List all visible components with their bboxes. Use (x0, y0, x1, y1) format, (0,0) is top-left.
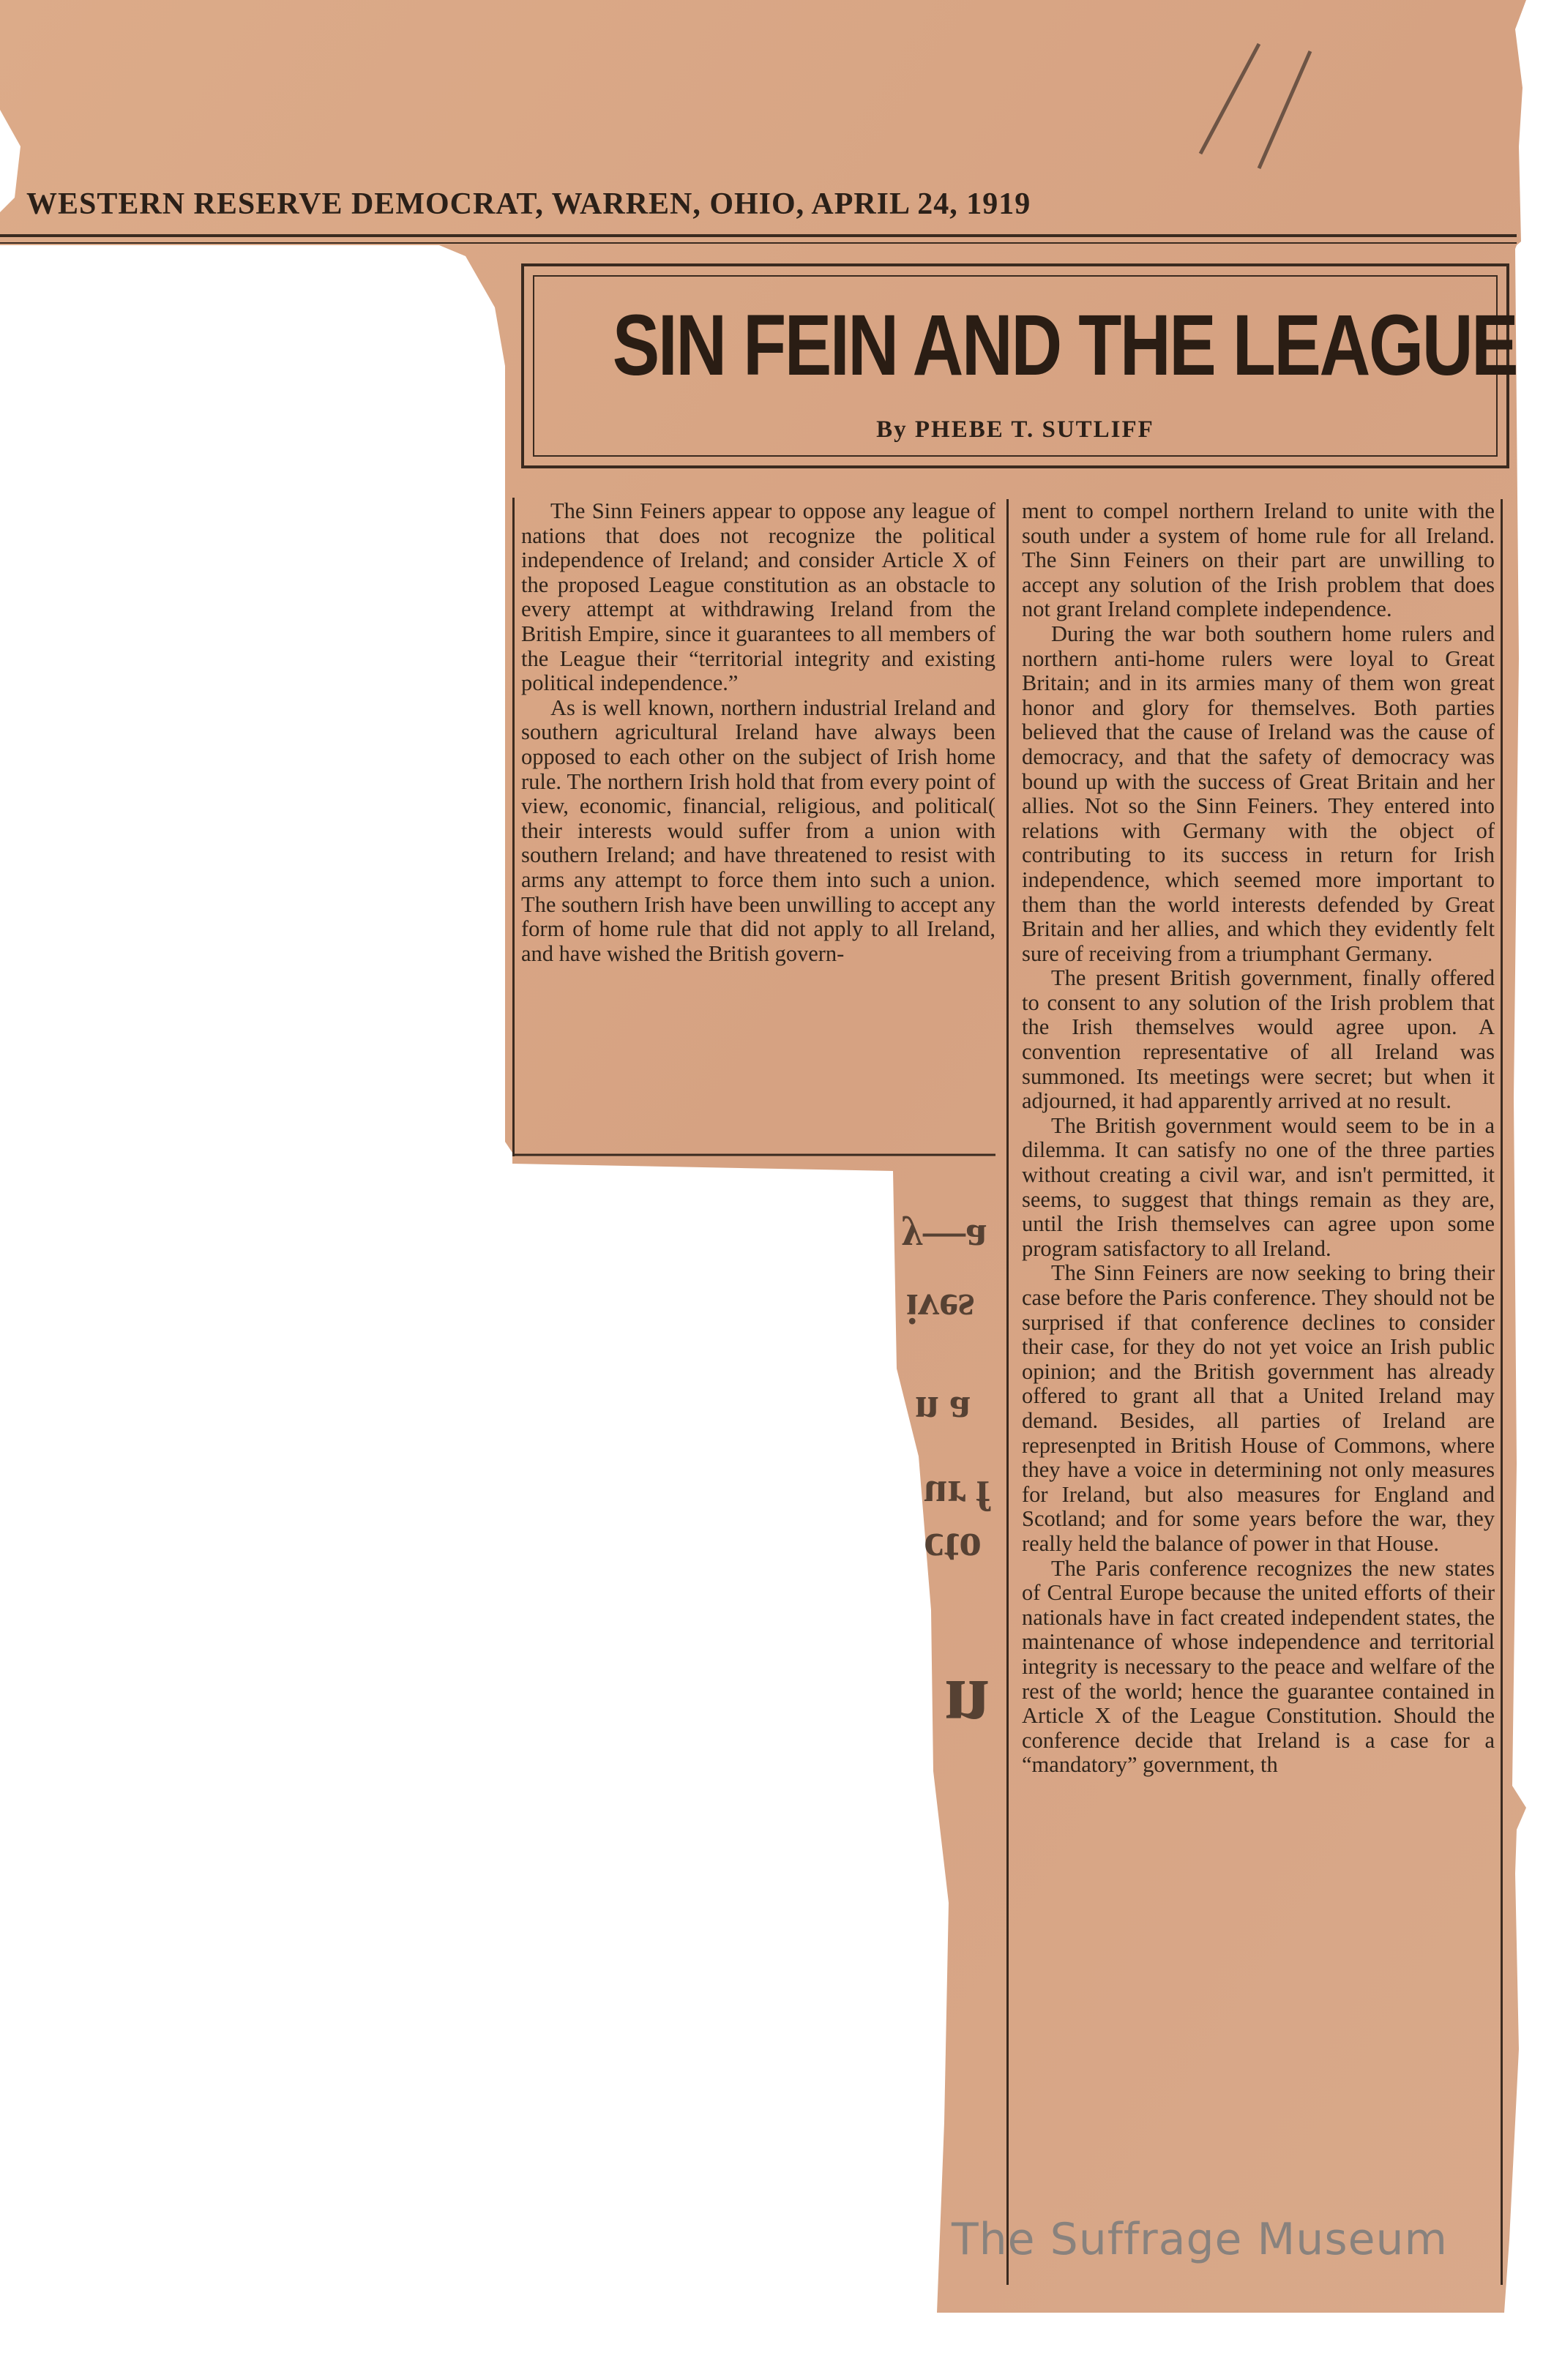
article-paragraph: The Paris conference recognizes the new states of Central Europe because the united efforts of their nationals have in fact created independent states, the maintenance of whose independence and territorial integrity is necessary to the peace and welfare of the rest of the world; hence the guarantee contained in Article X of the League Constitution. Should the conference decide that Ireland is a case for a “mandatory” government, th (1022, 1555, 1495, 1778)
article-byline: By PHEBE T. SUTLIFF (876, 416, 1154, 443)
headline-box (521, 263, 1517, 468)
masthead: WESTERN RESERVE DEMOCRAT, WARREN, OHIO, APRIL 24, 1919 (26, 187, 1031, 221)
show-through-text: ives (906, 1285, 975, 1333)
article-right-column (1022, 499, 1495, 1778)
show-through-text: n a (915, 1388, 971, 1435)
article-title: SIN FEIN AND THE LEAGUE (612, 297, 1517, 394)
article-paragraph: During the war both southern home rulers and northern anti-home rulers were loyal to Great Britain; and in its armies many of them won great honor and glory for themselves. Both parties believed that the cause of Ireland was the cause of democracy, and that the safety of democracy was bound up with the success of Great Britain and her allies. Not so the Sinn Feiners. They entered into relations with Germany with the object of contributing to its success in return for Irish independence, which seemed more important to them than the world interests defended by Great Britain and her allies, and which they evidently felt sure of receiving from a triumphant Germany. (1022, 621, 1495, 966)
show-through-text: n (944, 1664, 990, 1753)
show-through-text: cto (924, 1524, 982, 1573)
article-paragraph: The Sinn Feiners appear to oppose any league of nations that does not recognize the political independence of Ireland; and consider Article X of the proposed League constitution as an obstacle to every attempt at withdrawing Ireland from the British Empire, since it guarantees to all members of the League their “territorial integrity and existing political independence.” (521, 498, 995, 696)
article-paragraph: The present British government, finally offered to consent to any solution of the Irish problem that the Irish themselves would agree upon. A convention representative of all Ireland was summoned. Its meetings were secret; but when it adjourned, it had apparently arrived at no result. (1022, 965, 1495, 1114)
watermark: The Suffrage Museum (952, 2214, 1448, 2265)
right-border-rule (1501, 499, 1503, 2285)
article-paragraph: The British government would seem to be in a dilemma. It can satisfy no one of the three parties without creating a civil war, and isn't permitted, it seems, to suggest that things remain as they are, until the Irish themselves can agree upon some program satisfactory to all Ireland. (1022, 1112, 1495, 1261)
left-border-rule (512, 498, 515, 1156)
show-through-text: y—a (902, 1216, 987, 1263)
column-divider (1006, 499, 1009, 2285)
show-through-text: ur f (924, 1472, 990, 1519)
article-paragraph: The Sinn Feiners are now seeking to bring their case before the Paris conference. They should not be surprised if that conference declines to consider their case, for they do not yet voice an Irish public opinion; and the British government has already offered to grant all that a United Ireland may demand. Besides, all parties of Ireland are represenpted in British House of Commons, where they have a voice in determining not only measures for Ireland, but also measures for England and Scotland; and for some years before the war, they really held the balance of power in that House. (1022, 1260, 1495, 1556)
article-paragraph-continued: ment to compel northern Ireland to unite with the south under a system of home rule for all Ireland. The Sinn Feiners on their part are unwilling to accept any solution of the Irish problem that does not grant Ireland complete independence. (1022, 498, 1495, 622)
article-paragraph: As is well known, northern industrial Ireland and southern agricultural Ireland have always been opposed to each other on the subject of Irish home rule. The northern Irish hold that from every point of view, economic, financial, religious, and political( their interests would suffer from a union with southern Ireland; and have threatened to resist with arms any attempt to force them into such a union. The southern Irish have been unwilling to accept any form of home rule that did not apply to all Ireland, and have wished the British govern- (521, 695, 995, 966)
article-left-column (521, 499, 995, 966)
